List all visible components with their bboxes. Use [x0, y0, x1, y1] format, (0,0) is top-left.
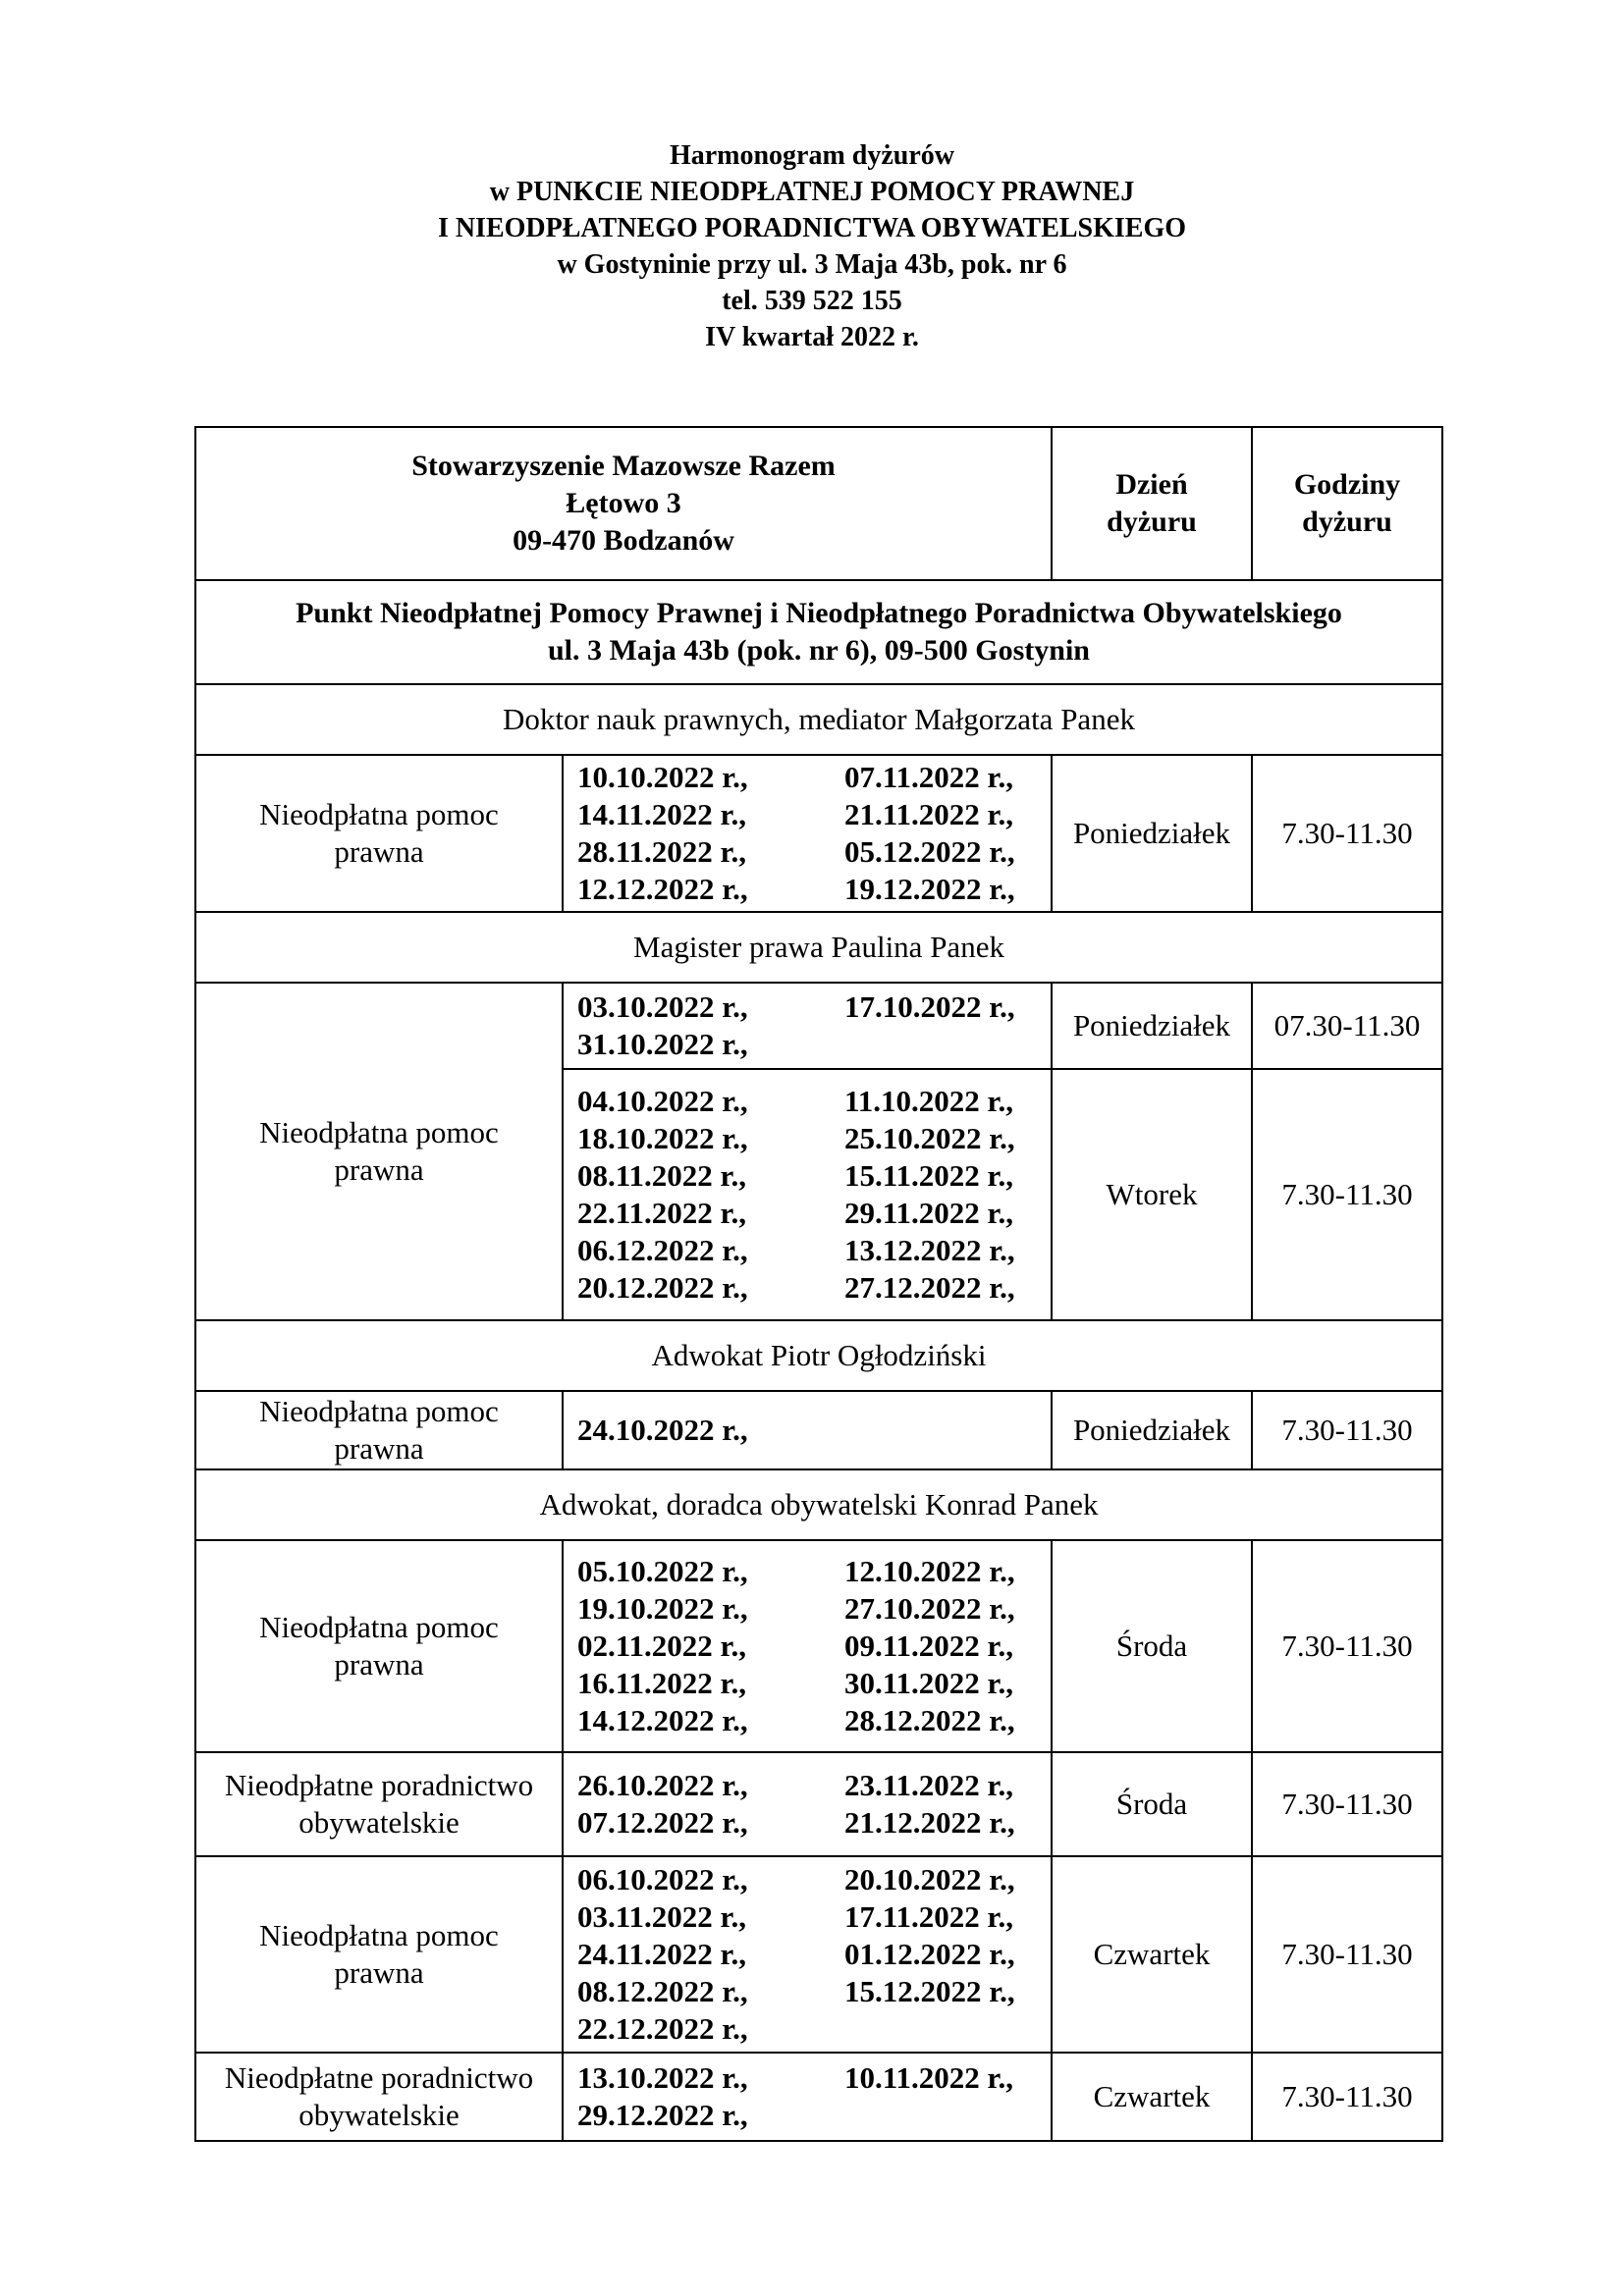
dates-cell: [563, 983, 1052, 1069]
date-item: 20.12.2022 r.,: [577, 1270, 748, 1305]
duty-day: Wtorek: [1052, 1069, 1252, 1320]
date-item: 23.11.2022 r.,: [844, 1768, 1013, 1802]
date-item: 17.11.2022 r.,: [844, 1899, 1013, 1934]
duty-hours: 7.30-11.30: [1252, 1391, 1442, 1469]
person-name: Magister prawa Paulina Panek: [195, 912, 1442, 983]
duty-day: Środa: [1052, 1752, 1252, 1856]
date-item: 20.10.2022 r.,: [844, 1862, 1015, 1896]
service-type: [195, 1752, 563, 1856]
date-item: 09.11.2022 r.,: [844, 1629, 1013, 1663]
date-item: 22.12.2022 r.,: [577, 2011, 748, 2046]
table-row: [195, 1752, 1442, 1856]
service-type-line2: prawna: [334, 1647, 424, 1682]
dates-cell: [563, 1069, 1052, 1320]
person-row: [195, 1320, 1442, 1391]
date-item: 31.10.2022 r.,: [577, 1027, 748, 1061]
date-item: 22.11.2022 r.,: [577, 1196, 746, 1230]
service-type-line2: prawna: [334, 834, 424, 869]
date-item: 14.12.2022 r.,: [577, 1703, 748, 1737]
date-item: 07.11.2022 r.,: [844, 760, 1013, 794]
dates-cell: [563, 1540, 1052, 1752]
person-row: [195, 1469, 1442, 1540]
date-item: 19.10.2022 r.,: [577, 1591, 748, 1626]
service-type-line1: Nieodpłatna pomoc: [259, 797, 499, 831]
table-row: [195, 2053, 1442, 2141]
column-header-hours-line1: Godziny: [1293, 468, 1401, 501]
duty-hours: 7.30-11.30: [1252, 755, 1442, 912]
person-name: Doktor nauk prawnych, mediator Małgorzata Panek: [195, 684, 1442, 755]
date-item: 10.10.2022 r.,: [577, 760, 748, 794]
date-item: 06.10.2022 r.,: [577, 1862, 748, 1896]
date-item: 13.12.2022 r.,: [844, 1233, 1015, 1267]
date-item: [844, 2010, 1041, 2048]
service-type-line1: Nieodpłatna pomoc: [259, 1394, 499, 1428]
point-cell: [195, 580, 1442, 684]
date-item: 16.11.2022 r.,: [577, 1666, 746, 1700]
service-type: [195, 1540, 563, 1752]
header-line-phone: tel. 539 522 155: [722, 286, 902, 316]
column-header-hours-line2: dyżuru: [1302, 506, 1392, 538]
table-header-row: [195, 427, 1442, 580]
date-item: 13.10.2022 r.,: [577, 2060, 748, 2095]
column-header-day-line2: dyżuru: [1107, 506, 1197, 538]
date-item: 07.12.2022 r.,: [577, 1805, 748, 1840]
date-item: 04.10.2022 r.,: [577, 1084, 748, 1118]
date-item: 24.10.2022 r.,: [577, 1413, 748, 1447]
date-item: 12.12.2022 r.,: [577, 872, 748, 906]
person-name: Adwokat, doradca obywatelski Konrad Panek: [195, 1469, 1442, 1540]
date-list: [577, 1767, 1051, 1842]
schedule-table: [194, 426, 1443, 2142]
table-row: [195, 1391, 1442, 1469]
date-item: 05.10.2022 r.,: [577, 1554, 748, 1588]
date-item: 12.10.2022 r.,: [844, 1554, 1015, 1588]
header-title: Harmonogram dyżurów: [669, 140, 955, 171]
document-header: [0, 137, 1624, 355]
date-item: 03.11.2022 r.,: [577, 1899, 746, 1934]
date-list: [577, 1553, 1051, 1739]
service-type: [195, 1391, 563, 1469]
dates-cell: [563, 1856, 1052, 2053]
duty-day: Poniedziałek: [1052, 983, 1252, 1069]
organization-cell: [195, 427, 1052, 580]
duty-hours: 07.30-11.30: [1252, 983, 1442, 1069]
point-row: [195, 580, 1442, 684]
date-item: 15.11.2022 r.,: [844, 1158, 1013, 1193]
date-item: 21.11.2022 r.,: [844, 797, 1013, 831]
date-item: 01.12.2022 r.,: [844, 1937, 1015, 1971]
date-item: 02.11.2022 r.,: [577, 1629, 746, 1663]
duty-hours: 7.30-11.30: [1252, 1069, 1442, 1320]
duty-hours: 7.30-11.30: [1252, 1540, 1442, 1752]
date-item: 19.12.2022 r.,: [844, 872, 1015, 906]
date-item: 28.12.2022 r.,: [844, 1703, 1015, 1737]
date-item: 18.10.2022 r.,: [577, 1121, 748, 1155]
date-item: 25.10.2022 r.,: [844, 1121, 1015, 1155]
service-type-line1: Nieodpłatne poradnictwo: [224, 1768, 534, 1802]
date-item: 14.11.2022 r.,: [577, 797, 746, 831]
date-list: [577, 1083, 1051, 1307]
service-type-line2: prawna: [334, 1152, 424, 1187]
date-item: 29.11.2022 r.,: [844, 1196, 1013, 1230]
person-row: [195, 684, 1442, 755]
date-item: 15.12.2022 r.,: [844, 1974, 1015, 2008]
date-item: 08.11.2022 r.,: [577, 1158, 746, 1193]
date-item: [844, 2097, 1041, 2134]
service-type: [195, 2053, 563, 2141]
date-list: [577, 759, 1051, 908]
table-row: [195, 1540, 1442, 1752]
service-type-line2: prawna: [334, 1431, 424, 1466]
header-line-point: w PUNKCIE NIEODPŁATNEJ POMOCY PRAWNEJ: [489, 177, 1135, 207]
date-item: 27.10.2022 r.,: [844, 1591, 1015, 1626]
header-line-address: w Gostyninie przy ul. 3 Maja 43b, pok. nr 6: [557, 249, 1067, 280]
date-item: 27.12.2022 r.,: [844, 1270, 1015, 1305]
table-row: [195, 755, 1442, 912]
date-list: [577, 1861, 1051, 2048]
date-item: 05.12.2022 r.,: [844, 834, 1015, 869]
date-item: 11.10.2022 r.,: [844, 1084, 1013, 1118]
organization-street: Łętowo 3: [566, 487, 681, 519]
date-item: 26.10.2022 r.,: [577, 1768, 748, 1802]
service-type-line1: Nieodpłatna pomoc: [259, 1115, 499, 1149]
service-type-line2: obywatelskie: [298, 1805, 460, 1840]
duty-hours: 7.30-11.30: [1252, 2053, 1442, 2141]
duty-day: Czwartek: [1052, 1856, 1252, 2053]
date-item: 30.11.2022 r.,: [844, 1666, 1013, 1700]
dates-cell: [563, 2053, 1052, 2141]
dates-cell: [563, 755, 1052, 912]
date-item: 06.12.2022 r.,: [577, 1233, 748, 1267]
service-type-line2: obywatelskie: [298, 2098, 460, 2132]
service-type: [195, 983, 563, 1320]
date-item: [844, 1412, 1041, 1449]
date-item: 21.12.2022 r.,: [844, 1805, 1015, 1840]
service-type-line1: Nieodpłatna pomoc: [259, 1610, 499, 1644]
organization-city: 09-470 Bodzanów: [513, 524, 734, 557]
point-address: ul. 3 Maja 43b (pok. nr 6), 09-500 Gostynin: [547, 634, 1090, 667]
service-type: [195, 755, 563, 912]
date-item: 08.12.2022 r.,: [577, 1974, 748, 2008]
duty-day: Czwartek: [1052, 2053, 1252, 2141]
table-row: [195, 1856, 1442, 2053]
date-item: 17.10.2022 r.,: [844, 989, 1015, 1024]
dates-cell: [563, 1752, 1052, 1856]
service-type-line1: Nieodpłatna pomoc: [259, 1918, 499, 1952]
column-header-day-line1: Dzień: [1115, 468, 1188, 501]
dates-cell: [563, 1391, 1052, 1469]
table-row: [195, 983, 1442, 1069]
date-item: 03.10.2022 r.,: [577, 989, 748, 1024]
column-header-hours: [1252, 427, 1442, 580]
date-list: [577, 988, 1051, 1063]
duty-day: Środa: [1052, 1540, 1252, 1752]
duty-hours: 7.30-11.30: [1252, 1752, 1442, 1856]
person-name: Adwokat Piotr Ogłodziński: [195, 1320, 1442, 1391]
date-item: 10.11.2022 r.,: [844, 2060, 1013, 2095]
service-type-line1: Nieodpłatne poradnictwo: [224, 2060, 534, 2095]
date-list: [577, 2059, 1051, 2134]
date-item: 24.11.2022 r.,: [577, 1937, 746, 1971]
date-list: [577, 1412, 1051, 1449]
column-header-day: [1052, 427, 1252, 580]
header-line-advice: I NIEODPŁATNEGO PORADNICTWA OBYWATELSKIEGO: [437, 213, 1187, 243]
service-type: [195, 1856, 563, 2053]
service-type-line2: prawna: [334, 1955, 424, 1990]
point-name: Punkt Nieodpłatnej Pomocy Prawnej i Nieodpłatnego Poradnictwa Obywatelskiego: [296, 597, 1342, 629]
header-line-quarter: IV kwartał 2022 r.: [705, 322, 919, 352]
duty-hours: 7.30-11.30: [1252, 1856, 1442, 2053]
duty-day: Poniedziałek: [1052, 755, 1252, 912]
duty-day: Poniedziałek: [1052, 1391, 1252, 1469]
organization-name: Stowarzyszenie Mazowsze Razem: [411, 450, 836, 482]
person-row: [195, 912, 1442, 983]
date-item: 29.12.2022 r.,: [577, 2098, 748, 2132]
date-item: [844, 1026, 1041, 1063]
date-item: 28.11.2022 r.,: [577, 834, 746, 869]
